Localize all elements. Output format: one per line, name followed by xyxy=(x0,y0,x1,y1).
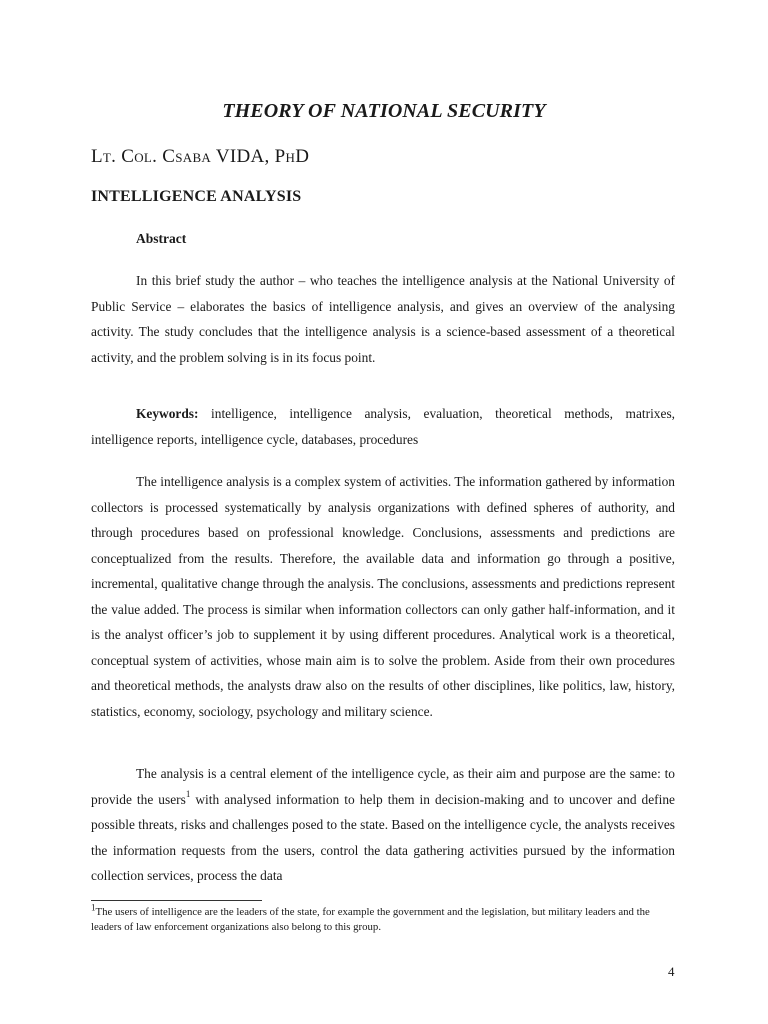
footnote-text: The users of intelligence are the leaders of the state, for example the government and the legislation, but military leaders and the leaders of law enforcement organizations also belong to this group. xyxy=(91,906,650,933)
footnote xyxy=(91,902,651,935)
abstract-paragraph: In this brief study the author – who teaches the intelligence analysis at the National University of Public Service – elaborates the basics of intelligence analysis, and gives an overview of the analysing activity. The study concludes that the intelligence analysis is a science-based assessment of a theoretical activity, and the problem solving is in its focus point. xyxy=(91,273,675,365)
body-paragraph-2-start: The analysis is a central element of the intelligence cycle, as their aim and purpose are the same: to provide the users xyxy=(91,766,675,807)
page-number: 4 xyxy=(668,964,675,979)
author-first-name: Csaba xyxy=(162,146,212,167)
section-heading: INTELLIGENCE ANALYSIS xyxy=(91,188,302,205)
keywords-label: Keywords: xyxy=(136,406,199,421)
document-title: THEORY OF NATIONAL SECURITY xyxy=(222,100,546,122)
body-paragraph-2-end: with analysed information to help them in decision-making and to uncover and define possible threats, risks and challenges posed to the state. Based on the intelligence cycle, the analysts receives the information requests from the users, control the data gathering activities pursued by the information collection services, process the data xyxy=(91,791,675,883)
keywords-paragraph xyxy=(91,401,675,452)
author-suffix: PhD xyxy=(274,146,310,167)
footnote-reference[interactable]: 1 xyxy=(185,789,191,800)
author-rank: Lt. Col. xyxy=(91,146,158,167)
body-paragraph-footnoted xyxy=(91,761,675,889)
footnote-divider xyxy=(91,900,262,901)
author-line: Lt. Col. Csaba VIDA, PhD xyxy=(91,146,310,167)
keywords-text: intelligence, intelligence analysis, evaluation, theoretical methods, matrixes, intelligence reports, intelligence cycle, databases, procedures xyxy=(91,406,675,447)
abstract-heading: Abstract xyxy=(136,231,187,246)
footnote-number: 1 xyxy=(91,902,96,913)
author-last-name: VIDA xyxy=(215,146,265,167)
body-paragraph: The intelligence analysis is a complex system of activities. The information gathered by information collectors is processed systematically by analysis organizations with defined spheres of authority, and through procedures based on professional knowledge. Conclusions, assessments and predictions are conceptualized from the results. Therefore, the available data and information go through a positive, incremental, qualitative change through the analysis. The conclusions, assessments and predictions represent the value added. The process is similar when information collectors can only gather half-information, and it is the analyst officer’s job to supplement it by using different procedures. Analytical work is a theoretical, conceptual system of activities, whose main aim is to solve the problem. Aside from their own procedures and theoretical methods, the analysts draw also on the results of other disciplines, like politics, law, history, statistics, economy, sociology, psychology and military science. xyxy=(91,474,675,719)
